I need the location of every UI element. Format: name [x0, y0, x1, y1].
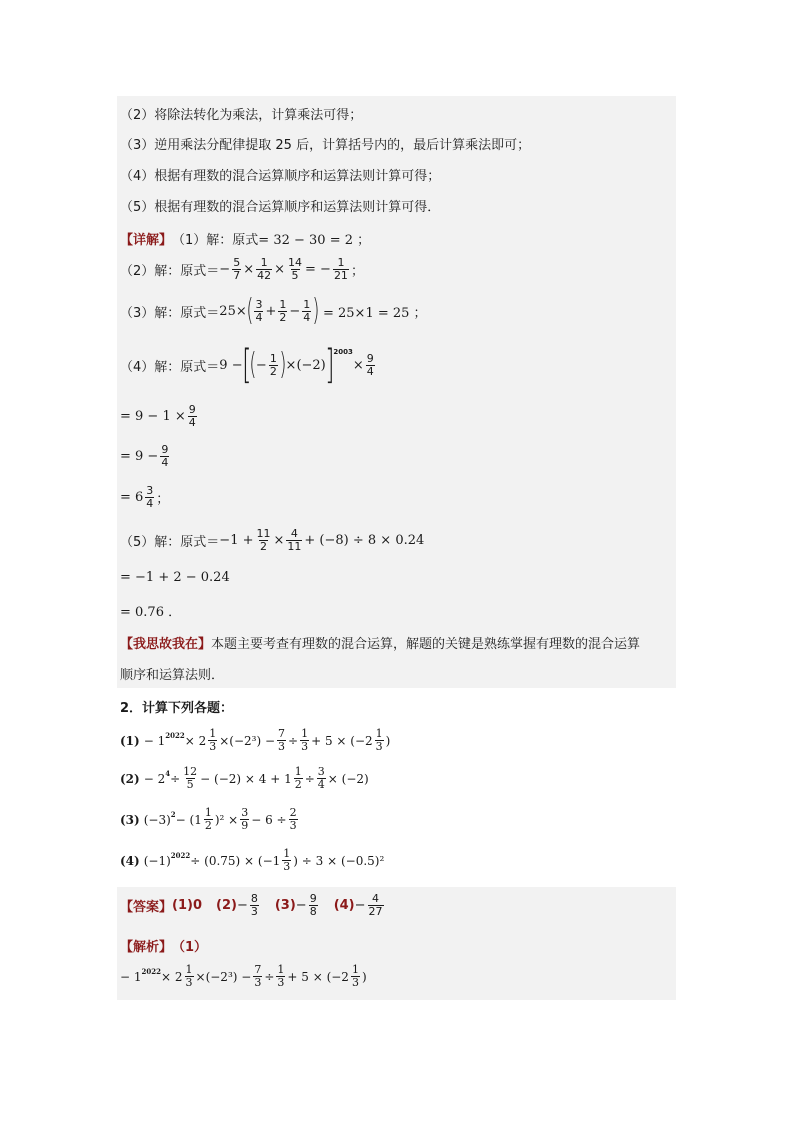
analysis-step: （2）将除法转化为乘法，计算乘法可得；: [120, 108, 363, 123]
solution-line-2: （2）解：原式 ＝ − $\frac{5}{7}$ × $\frac{1}{42}$ × $\frac{14}{5}$ = − $\frac{1}{21}$ ；: [120, 256, 364, 282]
detail-label: 【详解】: [120, 233, 173, 248]
solution-step: = 6 $\frac{3}{4}$ ；: [120, 484, 170, 510]
solution-line-4: （4）解：原式 ＝ 9 − [ ( − $\frac{1}{2}$ ) ×(−2) ] $^{2003}$ × $\frac{9}{4}$: [120, 342, 374, 388]
solution-line-5: （5）解：原式 ＝ −1 + $\frac{11}{2}$ × $\frac{4}{11}$ + (−8) ÷ 8 × 0.24: [120, 527, 425, 553]
question-item-1: (1) − 1 $^{2022}$ × 2 $\frac{1}{3}$ ×(−2³) − $\frac{7}{3}$ ÷ $\frac{1}{3}$ + 5 × (−2 $\frac{1}{3}$ ): [120, 727, 391, 753]
question-item-4: (4) (−1) $^{2022}$ ÷ (0.75) × (−1 $\frac{1}{3}$ ) ÷ 3 × (−0.5)²: [120, 847, 385, 873]
analysis-expression: − 1 $^{2022}$ × 2 $\frac{1}{3}$ ×(−2³) − $\frac{7}{3}$ ÷ $\frac{1}{3}$ + 5 × (−2 $\frac{1}{3}$ ): [120, 963, 367, 989]
solution-shaded-block: [117, 96, 676, 688]
reflection-line: 【我思故我在】 本题主要考查有理数的混合运算，解题的关键是熟练掌握有理数的混合运算: [120, 637, 641, 652]
analysis-step: （4）根据有理数的混合运算顺序和运算法则计算可得；: [120, 169, 441, 184]
solution-step: = 0.76 ．: [120, 605, 182, 620]
answer-line: 【答案】 (1)0 (2) − $\frac{8}{3}$ (3) − $\frac{9}{8}$ (4) − $\frac{4}{27}$: [120, 892, 383, 918]
solution-line-1: 【详解】 （1）解：原式 = 32 − 30 = 2 ；: [120, 229, 370, 248]
analysis-step: （5）根据有理数的混合运算顺序和运算法则计算可得．: [120, 200, 441, 215]
question-item-2: (2) − 2 $^4$ ÷ $\frac{12}{5}$ − (−2) × 4 + 1 $\frac{1}{2}$ ÷ $\frac{3}{4}$ × (−2): [120, 765, 369, 791]
analysis-label-line: 【解析】 （1）: [120, 940, 208, 955]
solution-step: = −1 + 2 − 0.24: [120, 570, 230, 585]
solution-step: = 9 − $\frac{9}{4}$: [120, 443, 169, 469]
question-title: 2．计算下列各题：: [120, 701, 234, 716]
solution-line-3: （3）解：原式 ＝ 25× ( $\frac{3}{4}$ + $\frac{1}{2}$ − $\frac{1}{4}$ ) = 25×1 = 25 ；: [120, 293, 427, 328]
analysis-step: （3）逆用乘法分配律提取 25 后，计算括号内的，最后计算乘法即可；: [120, 138, 531, 153]
solution-step: = 9 − 1 × $\frac{9}{4}$: [120, 403, 196, 429]
reflection-line: 顺序和运算法则．: [120, 668, 225, 683]
question-item-3: (3) (−3) $^2$ − (1 $\frac{1}{2}$ )² × $\frac{3}{9}$ − 6 ÷ $\frac{2}{3}$: [120, 806, 297, 832]
